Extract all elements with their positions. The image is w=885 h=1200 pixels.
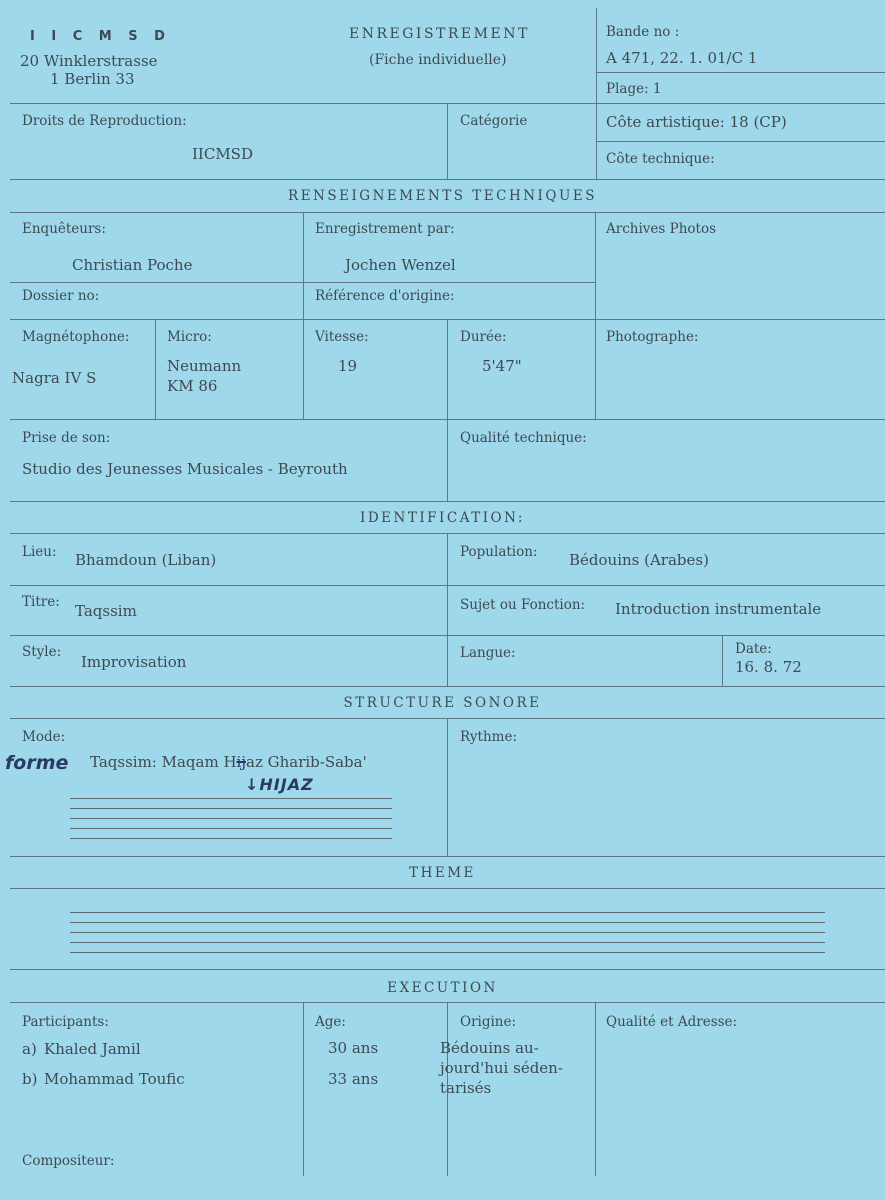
qualite-technique-label: Qualité technique: — [460, 430, 587, 446]
rule-v — [303, 212, 304, 419]
org-street: 20 Winklerstrasse — [20, 52, 158, 70]
sujet-value: Introduction instrumentale — [615, 600, 822, 618]
ruled-line — [70, 922, 825, 923]
enreg-par-value: Jochen Wenzel — [345, 256, 456, 274]
ruled-line — [70, 912, 825, 913]
mode-value-struck: ij — [236, 753, 246, 771]
style-value: Improvisation — [81, 653, 187, 671]
handwritten-correction — [245, 775, 314, 794]
section-heading-theme: THEME — [409, 865, 476, 881]
droits-value: IICMSD — [192, 145, 253, 163]
bande-label: Bande no : — [606, 24, 680, 40]
org-city: 1 Berlin 33 — [50, 70, 135, 88]
langue-label: Langue: — [460, 645, 516, 661]
photographe-label: Photographe: — [606, 329, 699, 345]
section-heading-identification: IDENTIFICATION: — [360, 510, 525, 526]
section-heading-technique: RENSEIGNEMENTS TECHNIQUES — [288, 188, 597, 204]
rule-v — [595, 212, 596, 419]
vitesse-value: 19 — [338, 357, 358, 375]
micro-value-2: KM 86 — [167, 377, 218, 395]
ruled-line — [70, 798, 392, 799]
participant-name: Mohammad Toufic — [44, 1070, 185, 1088]
cote-artistique: Côte artistique: 18 (CP) — [606, 113, 787, 131]
rule-v — [447, 319, 448, 419]
ruled-line — [70, 818, 392, 819]
compositeur-label: Compositeur: — [22, 1153, 115, 1169]
rule-h — [10, 686, 885, 687]
titre-label: Titre: — [22, 594, 60, 610]
duree-label: Durée: — [460, 329, 507, 345]
rule-h — [10, 888, 885, 889]
rule-v — [596, 103, 597, 180]
micro-label: Micro: — [167, 329, 212, 345]
plage-label: Plage: 1 — [606, 81, 662, 97]
lieu-value: Bhamdoun (Liban) — [75, 551, 217, 569]
correction-text: HIJAZ — [259, 775, 314, 794]
rythme-label: Rythme: — [460, 729, 518, 745]
participant-age: 30 ans — [328, 1039, 379, 1057]
mode-label: Mode: — [22, 729, 66, 745]
form-title: ENREGISTREMENT — [349, 26, 530, 42]
origine-label: Origine: — [460, 1014, 517, 1030]
prise-value: Studio des Jeunesses Musicales - Beyrouth — [22, 460, 348, 478]
rule-v — [155, 319, 156, 419]
org-name: I I C M S D — [30, 29, 171, 44]
micro-value-1: Neumann — [167, 357, 242, 375]
bande-value: A 471, 22. 1. 01/C 1 — [606, 49, 758, 67]
sujet-label: Sujet ou Fonction: — [460, 597, 586, 613]
handwritten-forme: forme — [5, 752, 69, 774]
ruled-line — [70, 838, 392, 839]
ruled-line — [70, 808, 392, 809]
section-heading-structure: STRUCTURE SONORE — [343, 695, 542, 711]
rule-v — [722, 635, 723, 686]
droits-label: Droits de Reproduction: — [22, 113, 187, 129]
enreg-par-label: Enregistrement par: — [315, 221, 455, 237]
rule-v — [595, 1002, 596, 1176]
mode-value-part: az Gharib-Saba' — [246, 753, 367, 771]
participant-prefix: b) — [22, 1070, 38, 1088]
rule-v — [447, 718, 448, 856]
down-arrow-icon: ↓ — [245, 775, 260, 794]
qualite-adresse-label: Qualité et Adresse: — [606, 1014, 738, 1030]
mode-value-part: Taqssim: Maqam H — [90, 753, 237, 771]
archives-label: Archives Photos — [606, 221, 716, 237]
ruled-line — [70, 828, 392, 829]
rule-v — [303, 1002, 304, 1176]
mode-value — [90, 753, 367, 771]
participant-name: Khaled Jamil — [44, 1040, 141, 1058]
participant-age: 33 ans — [328, 1070, 379, 1088]
ruled-line — [70, 942, 825, 943]
cote-technique-label: Côte technique: — [606, 151, 715, 167]
origine-line: Bédouins au- — [440, 1039, 539, 1057]
form-subtitle: (Fiche individuelle) — [369, 52, 507, 68]
duree-value: 5'47" — [482, 357, 522, 375]
population-value: Bédouins (Arabes) — [569, 551, 709, 569]
categorie-label: Catégorie — [460, 113, 528, 129]
enqueteurs-label: Enquêteurs: — [22, 221, 106, 237]
rule-v — [596, 8, 597, 104]
section-heading-execution: EXECUTION — [387, 980, 498, 996]
origine-line: jourd'hui séden- — [440, 1059, 563, 1077]
population-label: Population: — [460, 544, 538, 560]
ruled-line — [70, 932, 825, 933]
age-label: Age: — [315, 1014, 346, 1030]
vitesse-label: Vitesse: — [315, 329, 369, 345]
magneto-value: Nagra IV S — [12, 369, 97, 387]
lieu-label: Lieu: — [22, 544, 57, 560]
date-label: Date: — [735, 641, 772, 657]
rule-h — [10, 501, 885, 502]
ruled-line — [70, 952, 825, 953]
rule-h — [10, 212, 885, 213]
origine-line: tarisés — [440, 1079, 492, 1097]
rule-h — [596, 72, 885, 73]
date-value: 16. 8. 72 — [735, 658, 802, 676]
titre-value: Taqssim — [75, 602, 137, 620]
rule-v — [447, 419, 448, 501]
rule-h — [596, 141, 885, 142]
style-label: Style: — [22, 644, 62, 660]
reference-label: Référence d'origine: — [315, 288, 455, 304]
rule-h — [10, 969, 885, 970]
participant-prefix: a) — [22, 1040, 37, 1058]
participants-label: Participants: — [22, 1014, 109, 1030]
prise-label: Prise de son: — [22, 430, 111, 446]
rule-h — [10, 856, 885, 857]
dossier-label: Dossier no: — [22, 288, 100, 304]
magneto-label: Magnétophone: — [22, 329, 130, 345]
enqueteurs-value: Christian Poche — [72, 256, 193, 274]
rule-v — [447, 533, 448, 686]
rule-v — [447, 103, 448, 180]
